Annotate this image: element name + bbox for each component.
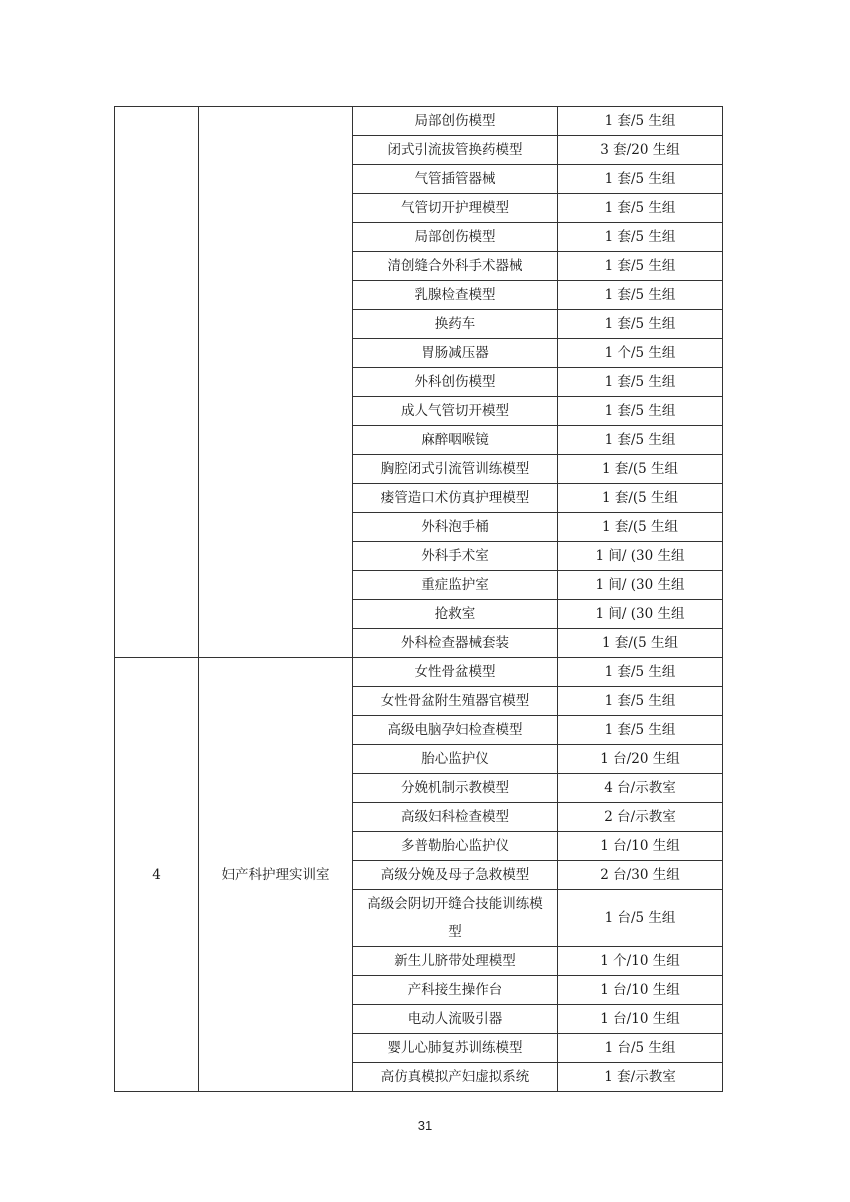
equipment-name-cell: 电动人流吸引器: [353, 1005, 558, 1034]
quantity-cell: 2 台/示教室: [558, 803, 723, 832]
equipment-name-cell: 新生儿脐带处理模型: [353, 947, 558, 976]
equipment-name-cell: 胸腔闭式引流管训练模型: [353, 455, 558, 484]
equipment-name-cell: 婴儿心肺复苏训练模型: [353, 1034, 558, 1063]
quantity-cell: 1 套/5 生组: [558, 687, 723, 716]
equipment-name-cell: 多普勒胎心监护仪: [353, 832, 558, 861]
page-number: 31: [417, 1118, 433, 1133]
equipment-name-cell: 麻醉咽喉镜: [353, 426, 558, 455]
equipment-name-cell: 女性骨盆模型: [353, 658, 558, 687]
quantity-cell: 1 套/5 生组: [558, 165, 723, 194]
no-cell: 4: [115, 658, 199, 1092]
quantity-cell: 1 套/5 生组: [558, 194, 723, 223]
equipment-name-cell: 外科检查器械套装: [353, 629, 558, 658]
quantity-cell: 1 间/ (30 生组: [558, 571, 723, 600]
quantity-cell: 3 套/20 生组: [558, 136, 723, 165]
room-cell: 妇产科护理实训室: [199, 658, 353, 1092]
quantity-cell: 1 套/5 生组: [558, 658, 723, 687]
equipment-name-cell: 换药车: [353, 310, 558, 339]
quantity-cell: 1 套/5 生组: [558, 281, 723, 310]
quantity-cell: 1 台/20 生组: [558, 745, 723, 774]
quantity-cell: 1 套/(5 生组: [558, 513, 723, 542]
quantity-cell: 1 套/5 生组: [558, 107, 723, 136]
quantity-cell: 1 套/5 生组: [558, 368, 723, 397]
quantity-cell: 1 套/(5 生组: [558, 484, 723, 513]
equipment-name-cell: 乳腺检查模型: [353, 281, 558, 310]
table-row: [115, 658, 723, 687]
equipment-name-cell: 清创缝合外科手术器械: [353, 252, 558, 281]
quantity-cell: 1 套/5 生组: [558, 223, 723, 252]
equipment-name-cell: 局部创伤模型: [353, 223, 558, 252]
equipment-name-cell: 抢救室: [353, 600, 558, 629]
table-row: [115, 107, 723, 136]
quantity-cell: 4 台/示教室: [558, 774, 723, 803]
equipment-name-cell: 高级电脑孕妇检查模型: [353, 716, 558, 745]
quantity-cell: 1 套/(5 生组: [558, 629, 723, 658]
equipment-name-cell: 闭式引流拔管换药模型: [353, 136, 558, 165]
equipment-name-cell: 成人气管切开模型: [353, 397, 558, 426]
equipment-name-cell: 气管插管器械: [353, 165, 558, 194]
equipment-name-cell: 胎心监护仪: [353, 745, 558, 774]
quantity-cell: 1 套/5 生组: [558, 252, 723, 281]
equipment-table: [114, 106, 723, 1092]
quantity-cell: 1 个/5 生组: [558, 339, 723, 368]
quantity-cell: 1 间/ (30 生组: [558, 600, 723, 629]
quantity-cell: 1 台/5 生组: [558, 890, 723, 947]
quantity-cell: 1 套/5 生组: [558, 310, 723, 339]
equipment-name-cell: 重症监护室: [353, 571, 558, 600]
equipment-name-cell: 外科泡手桶: [353, 513, 558, 542]
equipment-name-cell: 胃肠减压器: [353, 339, 558, 368]
quantity-cell: 1 台/10 生组: [558, 1005, 723, 1034]
quantity-cell: 1 间/ (30 生组: [558, 542, 723, 571]
quantity-cell: 1 套/5 生组: [558, 716, 723, 745]
quantity-cell: 1 个/10 生组: [558, 947, 723, 976]
equipment-name-cell: 高级妇科检查模型: [353, 803, 558, 832]
equipment-name-cell: 女性骨盆附生殖器官模型: [353, 687, 558, 716]
equipment-name-cell: 局部创伤模型: [353, 107, 558, 136]
no-cell: [115, 107, 199, 658]
quantity-cell: 1 台/5 生组: [558, 1034, 723, 1063]
equipment-name-cell: 瘘管造口术仿真护理模型: [353, 484, 558, 513]
equipment-name-cell: 高级分娩及母子急救模型: [353, 861, 558, 890]
equipment-name-cell: 分娩机制示教模型: [353, 774, 558, 803]
equipment-name-cell: 高仿真模拟产妇虚拟系统: [353, 1063, 558, 1092]
equipment-name-cell: 气管切开护理模型: [353, 194, 558, 223]
room-cell: [199, 107, 353, 658]
quantity-cell: 1 套/5 生组: [558, 426, 723, 455]
quantity-cell: 1 台/10 生组: [558, 832, 723, 861]
equipment-name-cell: 外科创伤模型: [353, 368, 558, 397]
quantity-cell: 1 套/示教室: [558, 1063, 723, 1092]
quantity-cell: 1 套/5 生组: [558, 397, 723, 426]
equipment-table-body: [115, 107, 723, 1092]
equipment-name-cell: 产科接生操作台: [353, 976, 558, 1005]
quantity-cell: 1 套/(5 生组: [558, 455, 723, 484]
equipment-name-cell: 外科手术室: [353, 542, 558, 571]
quantity-cell: 2 台/30 生组: [558, 861, 723, 890]
quantity-cell: 1 台/10 生组: [558, 976, 723, 1005]
equipment-name-cell: 高级会阴切开缝合技能训练模型: [353, 890, 558, 947]
